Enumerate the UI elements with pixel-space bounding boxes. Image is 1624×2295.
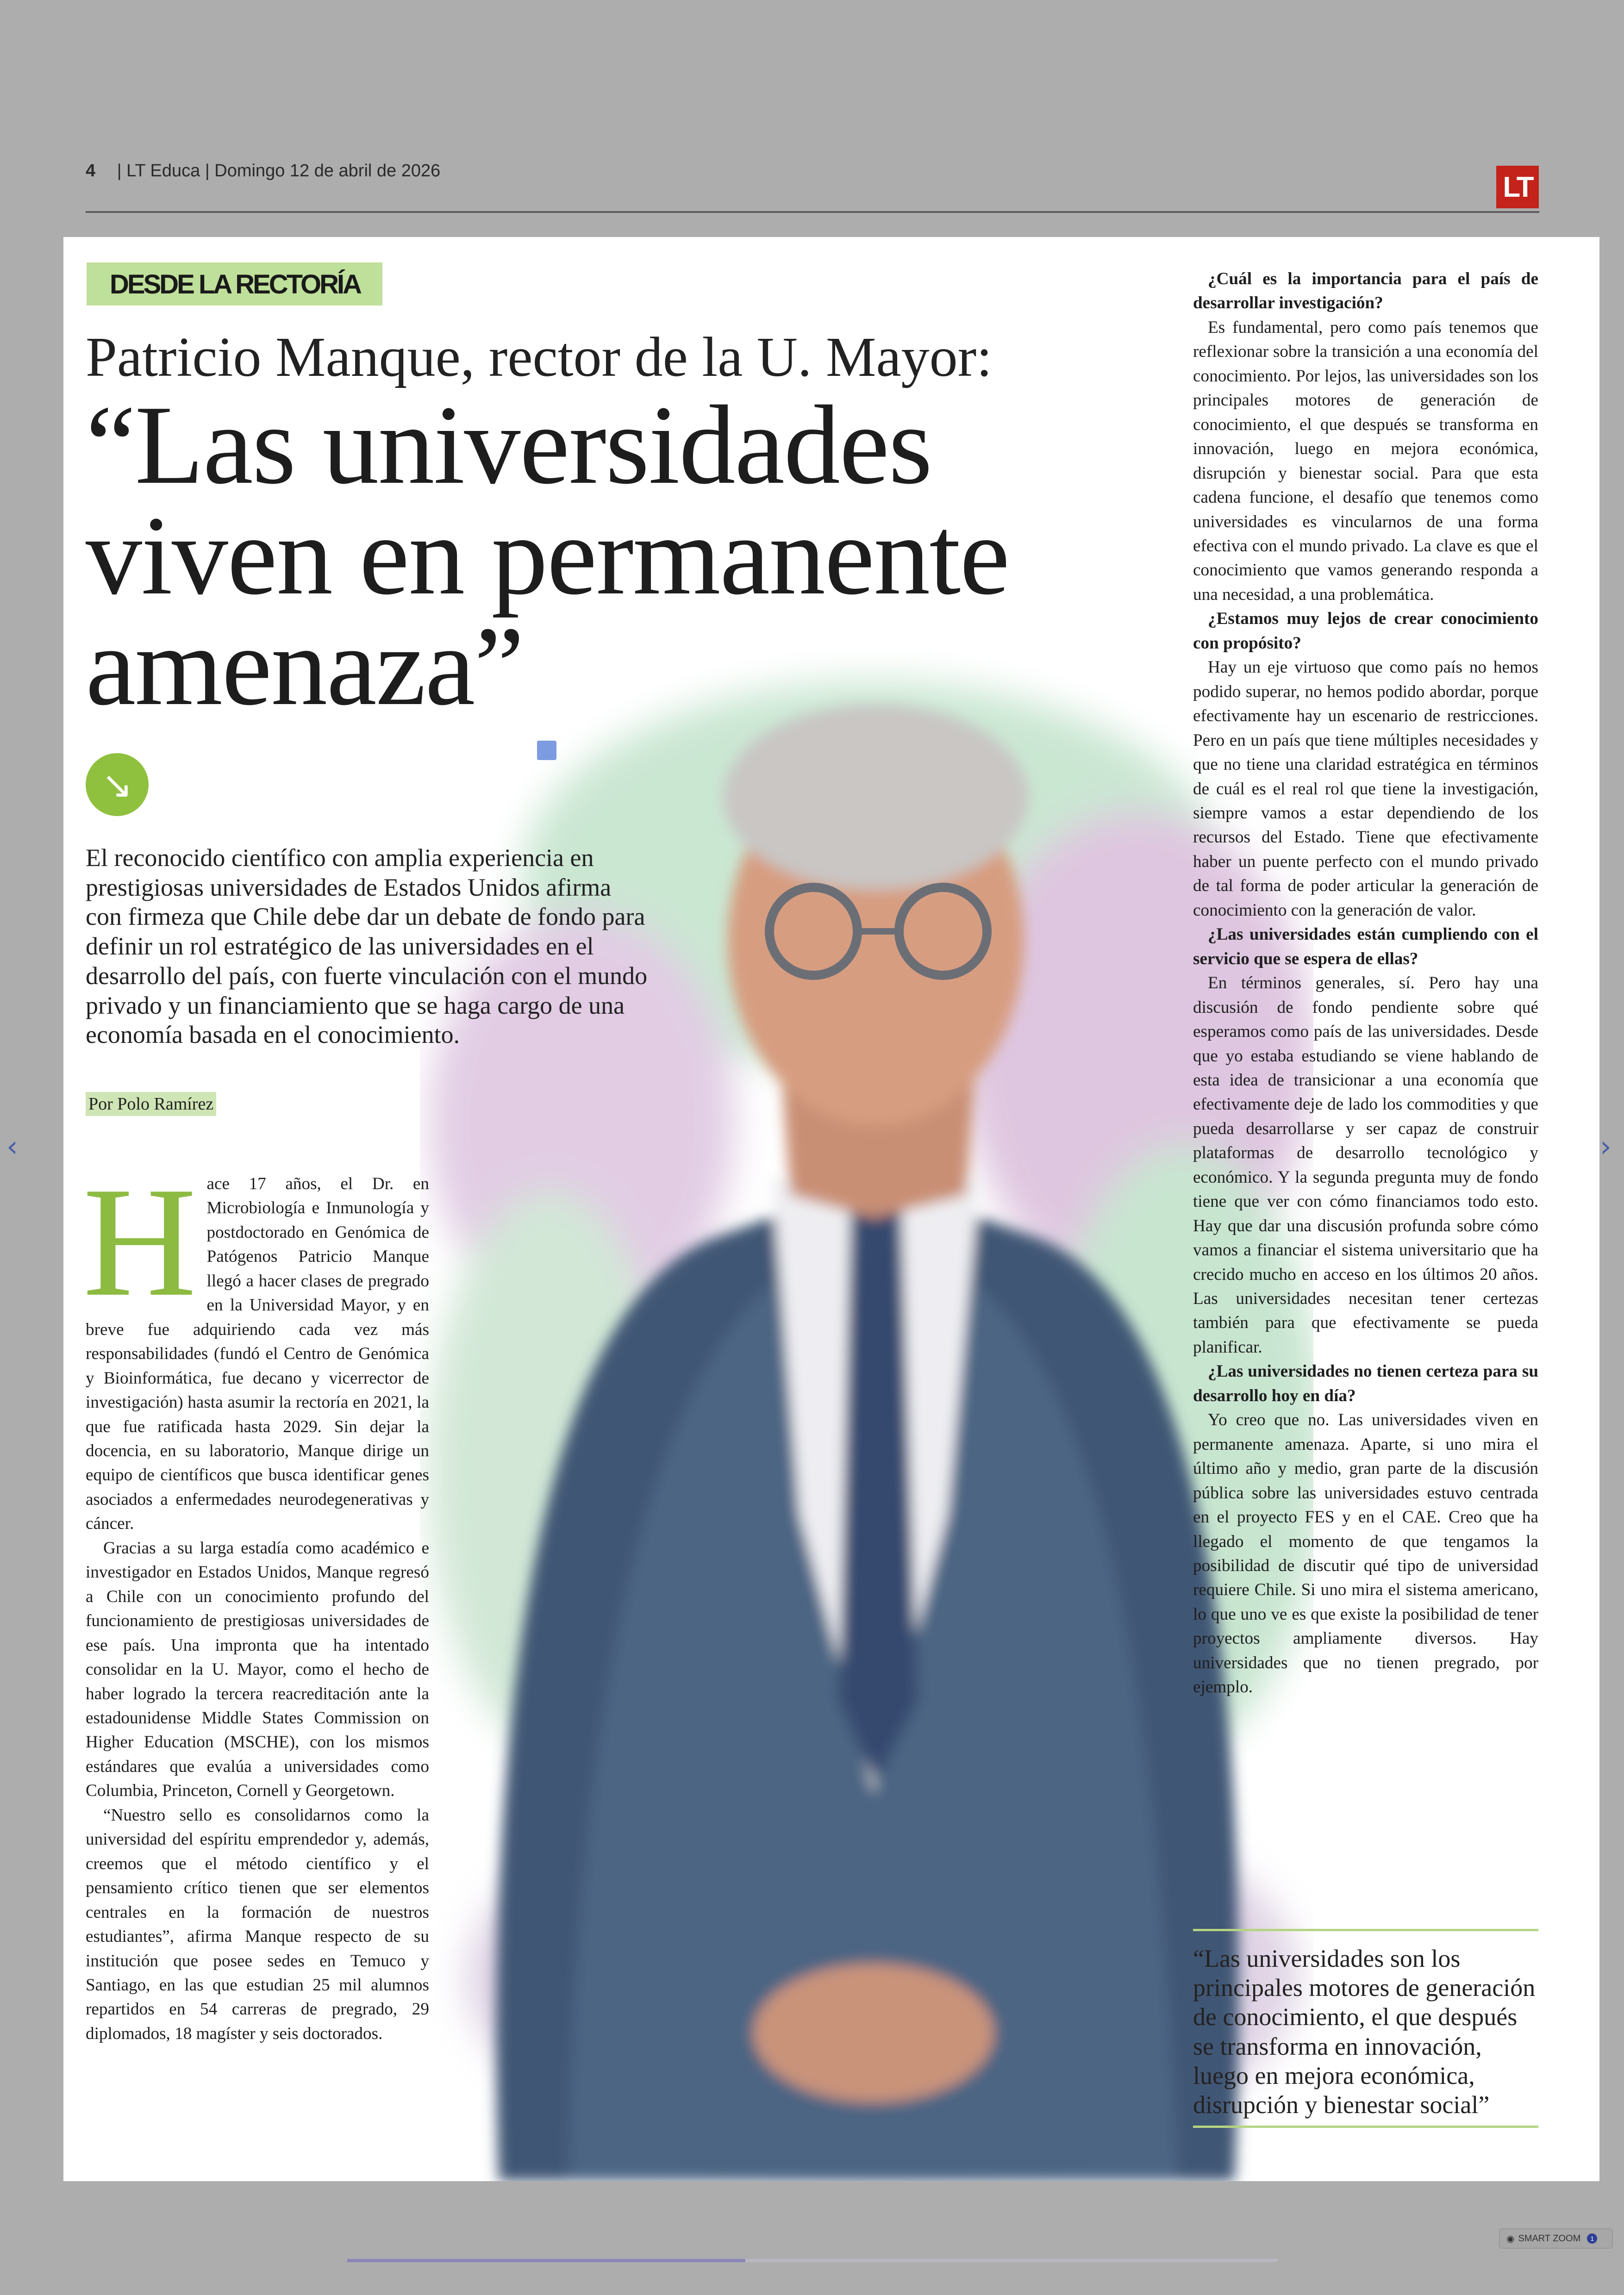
interview-question: ¿Estamos muy lejos de crear conocimiento con propósito? xyxy=(1193,609,1538,653)
article-kicker: Patricio Manque, rector de la U. Mayor: xyxy=(86,326,993,388)
pullquote-rule-top xyxy=(1193,1929,1538,1931)
chevron-right-icon[interactable]: › xyxy=(1600,1129,1612,1163)
byline: Por Polo Ramírez xyxy=(86,1092,216,1116)
article-lead: El reconocido científico con amplia experiencia en prestigiosas universidades de Estados Unidos afirma con firmeza que Chile debe dar un debate de fondo para definir un rol estratégico de las universidades en el desarrollo del país, con fuerte vinculación con el mundo privado y un financiamiento que se haga cargo de una economía basada en el conocimiento. xyxy=(86,844,648,1049)
page-number: 4 xyxy=(86,161,96,181)
interview-answer: Es fundamental, pero como país tenemos que reflexionar sobre la transición a una economía del conocimiento. Por lejos, las universidades son los principales motores de generación de conocimiento, el que después se transforma en innovación, luego en mejora económica, disrupción y bienestar social. Para que esta cadena funcione, el desafío que tenemos como universidades es vincularnos de una forma efectiva con el mundo privado. La clave es que el conocimiento que vamos generando responda a una necesidad, a una problemática. xyxy=(1193,318,1538,604)
section-tag: DESDE LA RECTORÍA xyxy=(87,262,382,306)
interview-question: ¿Las universidades están cumpliendo con el servicio que se espera de ellas? xyxy=(1193,925,1538,968)
article-headline: “Las universidades viven en permanente amenaza” xyxy=(86,382,1009,729)
interview-answer: Yo creo que no. Las universidades viven en permanente amenaza. Aparte, si uno mira el último año y medio, gran parte de la discusión pública sobre las universidades estuvo centrada en el proyecto FES y en el CAE. Creo que ha llegado el momento de que tengamos la posibilidad de discutir qué tipo de universidad requiere Chile. Si uno mira el sistema americano, lo que uno ve es que existe la posibilidad de tener proyectos ampliamente diversos. Hay universidades que no tienen pregrado, por ejemplo. xyxy=(1193,1410,1538,1697)
interview-column xyxy=(1193,267,1538,1700)
smart-zoom-button[interactable] xyxy=(1499,2228,1613,2249)
drop-cap: H xyxy=(83,1154,197,1329)
lt-logo: LT xyxy=(1496,166,1539,208)
page-header xyxy=(86,161,440,181)
interview-question: ¿Las universidades no tienen certeza para su desarrollo hoy en día? xyxy=(1193,1362,1538,1405)
interview-question: ¿Cuál es la importancia para el país de desarrollar investigación? xyxy=(1193,269,1538,313)
newspaper-page xyxy=(63,237,1599,2181)
body-column-left xyxy=(83,1154,429,2046)
body-paragraph: ace 17 años, el Dr. en Microbiología e Inmunología y postdoctorado en Genómica de Patógenos Patricio Manque llegó a hacer clases de pregrado en la Universidad Mayor, y en breve fue adquiriendo cada vez más responsabilidades (fundó el Centro de Genómica y Bioinformática, fue decano y vicerrector de investigación) hasta asumir la rectoría en 2021, la que fue ratificada hasta 2029. Sin dejar la docencia, en su laboratorio, Manque dirige un equipo de científicos que busca identificar genes asociados a enfermedades neurodegenerativas y cáncer. xyxy=(86,1174,429,1534)
smart-zoom-badge: 1 xyxy=(1587,2233,1597,2244)
eye-icon: ◉ xyxy=(1506,2233,1515,2244)
body-paragraph: “Nuestro sello es consolidarnos como la universidad del espíritu emprendedor y, además, creemos que el método científico y el pensamiento crítico tienen que ser elementos centrales en la formación de nuestros estudiantes”, afirma Manque respecto de su institución que posee sedes en Temuco y Santiago, en las que estudian 25 mil alumnos repartidos en 54 carreras de pregrado, 29 diplomados, 18 magíster y seis doctorados. xyxy=(86,1805,429,2043)
page-progress-fill xyxy=(347,2259,745,2262)
interview-answer: En términos generales, sí. Pero hay una discusión de fondo pendiente sobre qué esperamos como país de las universidades. Desde que yo estaba estudiando se viene hablando de esta idea de transicionar a una economía que efectivamente deje de lado los commodities y que pueda desarrollarse y ser capaz de construir plataformas de desarrollo tecnológico y económico. Y la segunda pregunta muy de fondo tiene que ver con cómo financiamos todo esto. Hay que dar una discusión profunda sobre cómo vamos a financiar el sistema universitario que ha crecido mucho en acceso en los últimos 20 años. Las universidades necesitan tener certezas también para que efectivamente se pueda planificar. xyxy=(1193,973,1538,1357)
header-rule xyxy=(86,211,1539,213)
smart-zoom-label: SMART ZOOM xyxy=(1518,2233,1581,2244)
pullquote-rule-bottom xyxy=(1193,2126,1538,2128)
section-date: | LT Educa | Domingo 12 de abril de 2026 xyxy=(117,161,441,181)
body-paragraph: Gracias a su larga estadía como académico e investigador en Estados Unidos, Manque regresó a Chile con un conocimiento profundo del funcionamiento de prestigiosas universidades de ese país. Una impronta que ha intentado consolidar en la U. Mayor, como el hecho de haber logrado la tercera reacreditación ante la estadounidense Middle States Commission on Higher Education (MSCHE), con los mismos estándares que evalúa a universidades como Columbia, Princeton, Cornell y Georgetown. xyxy=(86,1538,429,1801)
interview-answer: Hay un eje virtuoso que como país no hemos podido superar, no hemos podido abordar, porque efectivamente hay un escenario de restricciones. Pero en un país que tiene múltiples necesidades y que no tiene una claridad estratégica en términos de cuál es el real rol que tiene la investigación, siempre vamos a estar dependiendo de los recursos del Estado. Tiene que efectivamente haber un puente perfecto con el mundo privado de tal forma de poder articular la generación de conocimiento con la generación de valor. xyxy=(1193,658,1538,920)
chevron-left-icon[interactable]: ‹ xyxy=(6,1129,18,1163)
pull-quote: “Las universidades son los principales motores de generación de conocimiento, el que después se transforma en innovación, luego en mejora económica, disrupción y bienestar social” xyxy=(1193,1945,1536,2119)
arrow-down-right-icon[interactable]: ↘ xyxy=(86,753,149,816)
annotation-marker-icon[interactable] xyxy=(537,741,556,760)
